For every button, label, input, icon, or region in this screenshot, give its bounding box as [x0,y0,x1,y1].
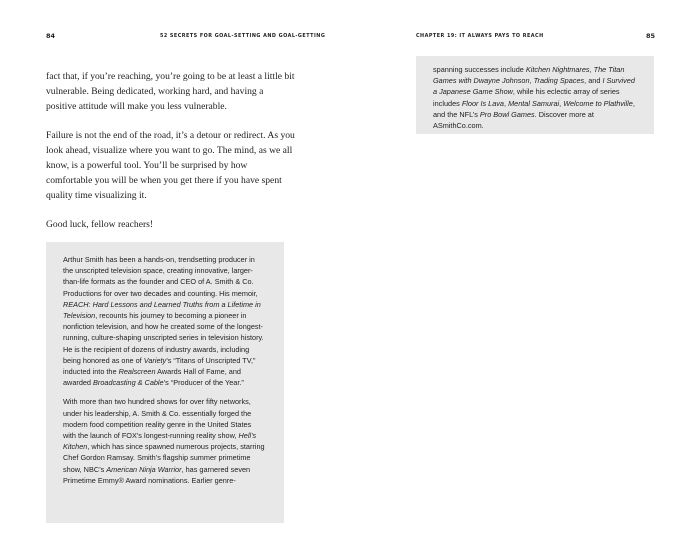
italic-title: Floor Is Lava [461,98,504,108]
italic-title: Trading Spaces [533,76,585,86]
author-bio-continued-box [416,56,654,134]
italic-title: Broadcasting & Cable [93,378,164,388]
bio-text-run: , and [584,76,603,86]
running-head-left: 52 SECRETS FOR GOAL-SETTING AND GOAL-GETTING [160,33,326,39]
bio-text-run: , [504,98,509,108]
running-head-right: CHAPTER 19: IT ALWAYS PAYS TO REACH [416,33,544,39]
italic-title: American Ninja Warrior [106,464,182,474]
bio-text-run: , [589,65,594,74]
bio-text-run: , which has since spawned numerous projects, starring Chef Gordon Ramsay. Smith’s flagship summer primetime show, NBC’s [63,442,265,474]
italic-title: I Survived a Japanese Game Show [433,76,635,97]
bio-text-run: , recounts his journey to becoming a pioneer in nonfiction television, and how he created some of the longest-running, culture-shaping unscripted series in television history. He is the recipient of dozens of industry awards, including being honored as one of [63,311,264,365]
italic-title: Welcome to Plathville [563,98,633,108]
body-text [46,69,296,245]
bio-text-run: ’s “Producer of the Year.” [163,378,244,388]
italic-title: Hell’s Kitchen [63,431,257,452]
italic-title: Variety [143,355,167,365]
italic-title: Realscreen [118,367,156,377]
body-paragraph: Failure is not the end of the road, it’s a detour or redirect. As you look ahead, visualize where you want to go. The mind, as we all know, is a powerful tool. You’ll be surprised by how comfortable you will be when you get there if you have spent quality time visualizing it. [46,129,295,202]
italic-title: REACH: Hard Lessons and Learned Truths from a Lifetime in Television [63,299,261,321]
body-paragraph: fact that, if you’re reaching, you’re going to be at least a little bit vulnerable. Being dedicated, working hard, and having a positive attitude will make you less vulnerable. [46,71,295,113]
bio-text-run: ’s “Titans of Unscripted TV,” inducted into the [63,355,256,377]
italic-title: Pro Bowl Games [479,109,535,119]
italic-title: Kitchen Nightmares [525,65,590,74]
italic-title: The Titan Games with Dwayne Johnson [433,65,625,86]
bio-text-run: Arthur Smith has been a hands-on, trendsetting producer in the unscripted television space, creating innovative, larger-than-life formats as the founder and CEO of A. Smith & Co. Productions for over two decades and counting. His memoir, [63,255,258,298]
page-number-right: 85 [646,32,656,40]
bio-text-run: , and the NFL’s [433,98,635,119]
bio-paragraph [63,396,266,486]
bio-paragraph [433,64,636,131]
bio-text-run: , [559,98,564,108]
page-number-left: 84 [46,32,56,40]
author-bio-box [46,242,284,523]
bio-text-run: , [529,76,534,86]
bio-text-run: With more than two hundred shows for over fifty networks, under his leadership, A. Smith & Co. essentially forged the modern food competition reality genre in the United States with the launch of FOX’s longest-running reality show, [63,397,252,441]
bio-text-run: , has garnered seven Primetime Emmy® Award nominations. Earlier genre- [63,464,251,485]
bio-paragraph [63,254,266,388]
body-paragraph: Good luck, fellow reachers! [46,218,154,230]
bio-text-run: Awards Hall of Fame, and awarded [63,367,241,388]
right-page [350,0,700,560]
italic-title: Mental Samurai [508,98,560,108]
bio-text-run: . Discover more at ASmithCo.com. [433,109,594,131]
bio-text-run: , while his eclectic array of series includes [433,87,620,108]
bio-text-run: spanning successes include [433,65,526,74]
